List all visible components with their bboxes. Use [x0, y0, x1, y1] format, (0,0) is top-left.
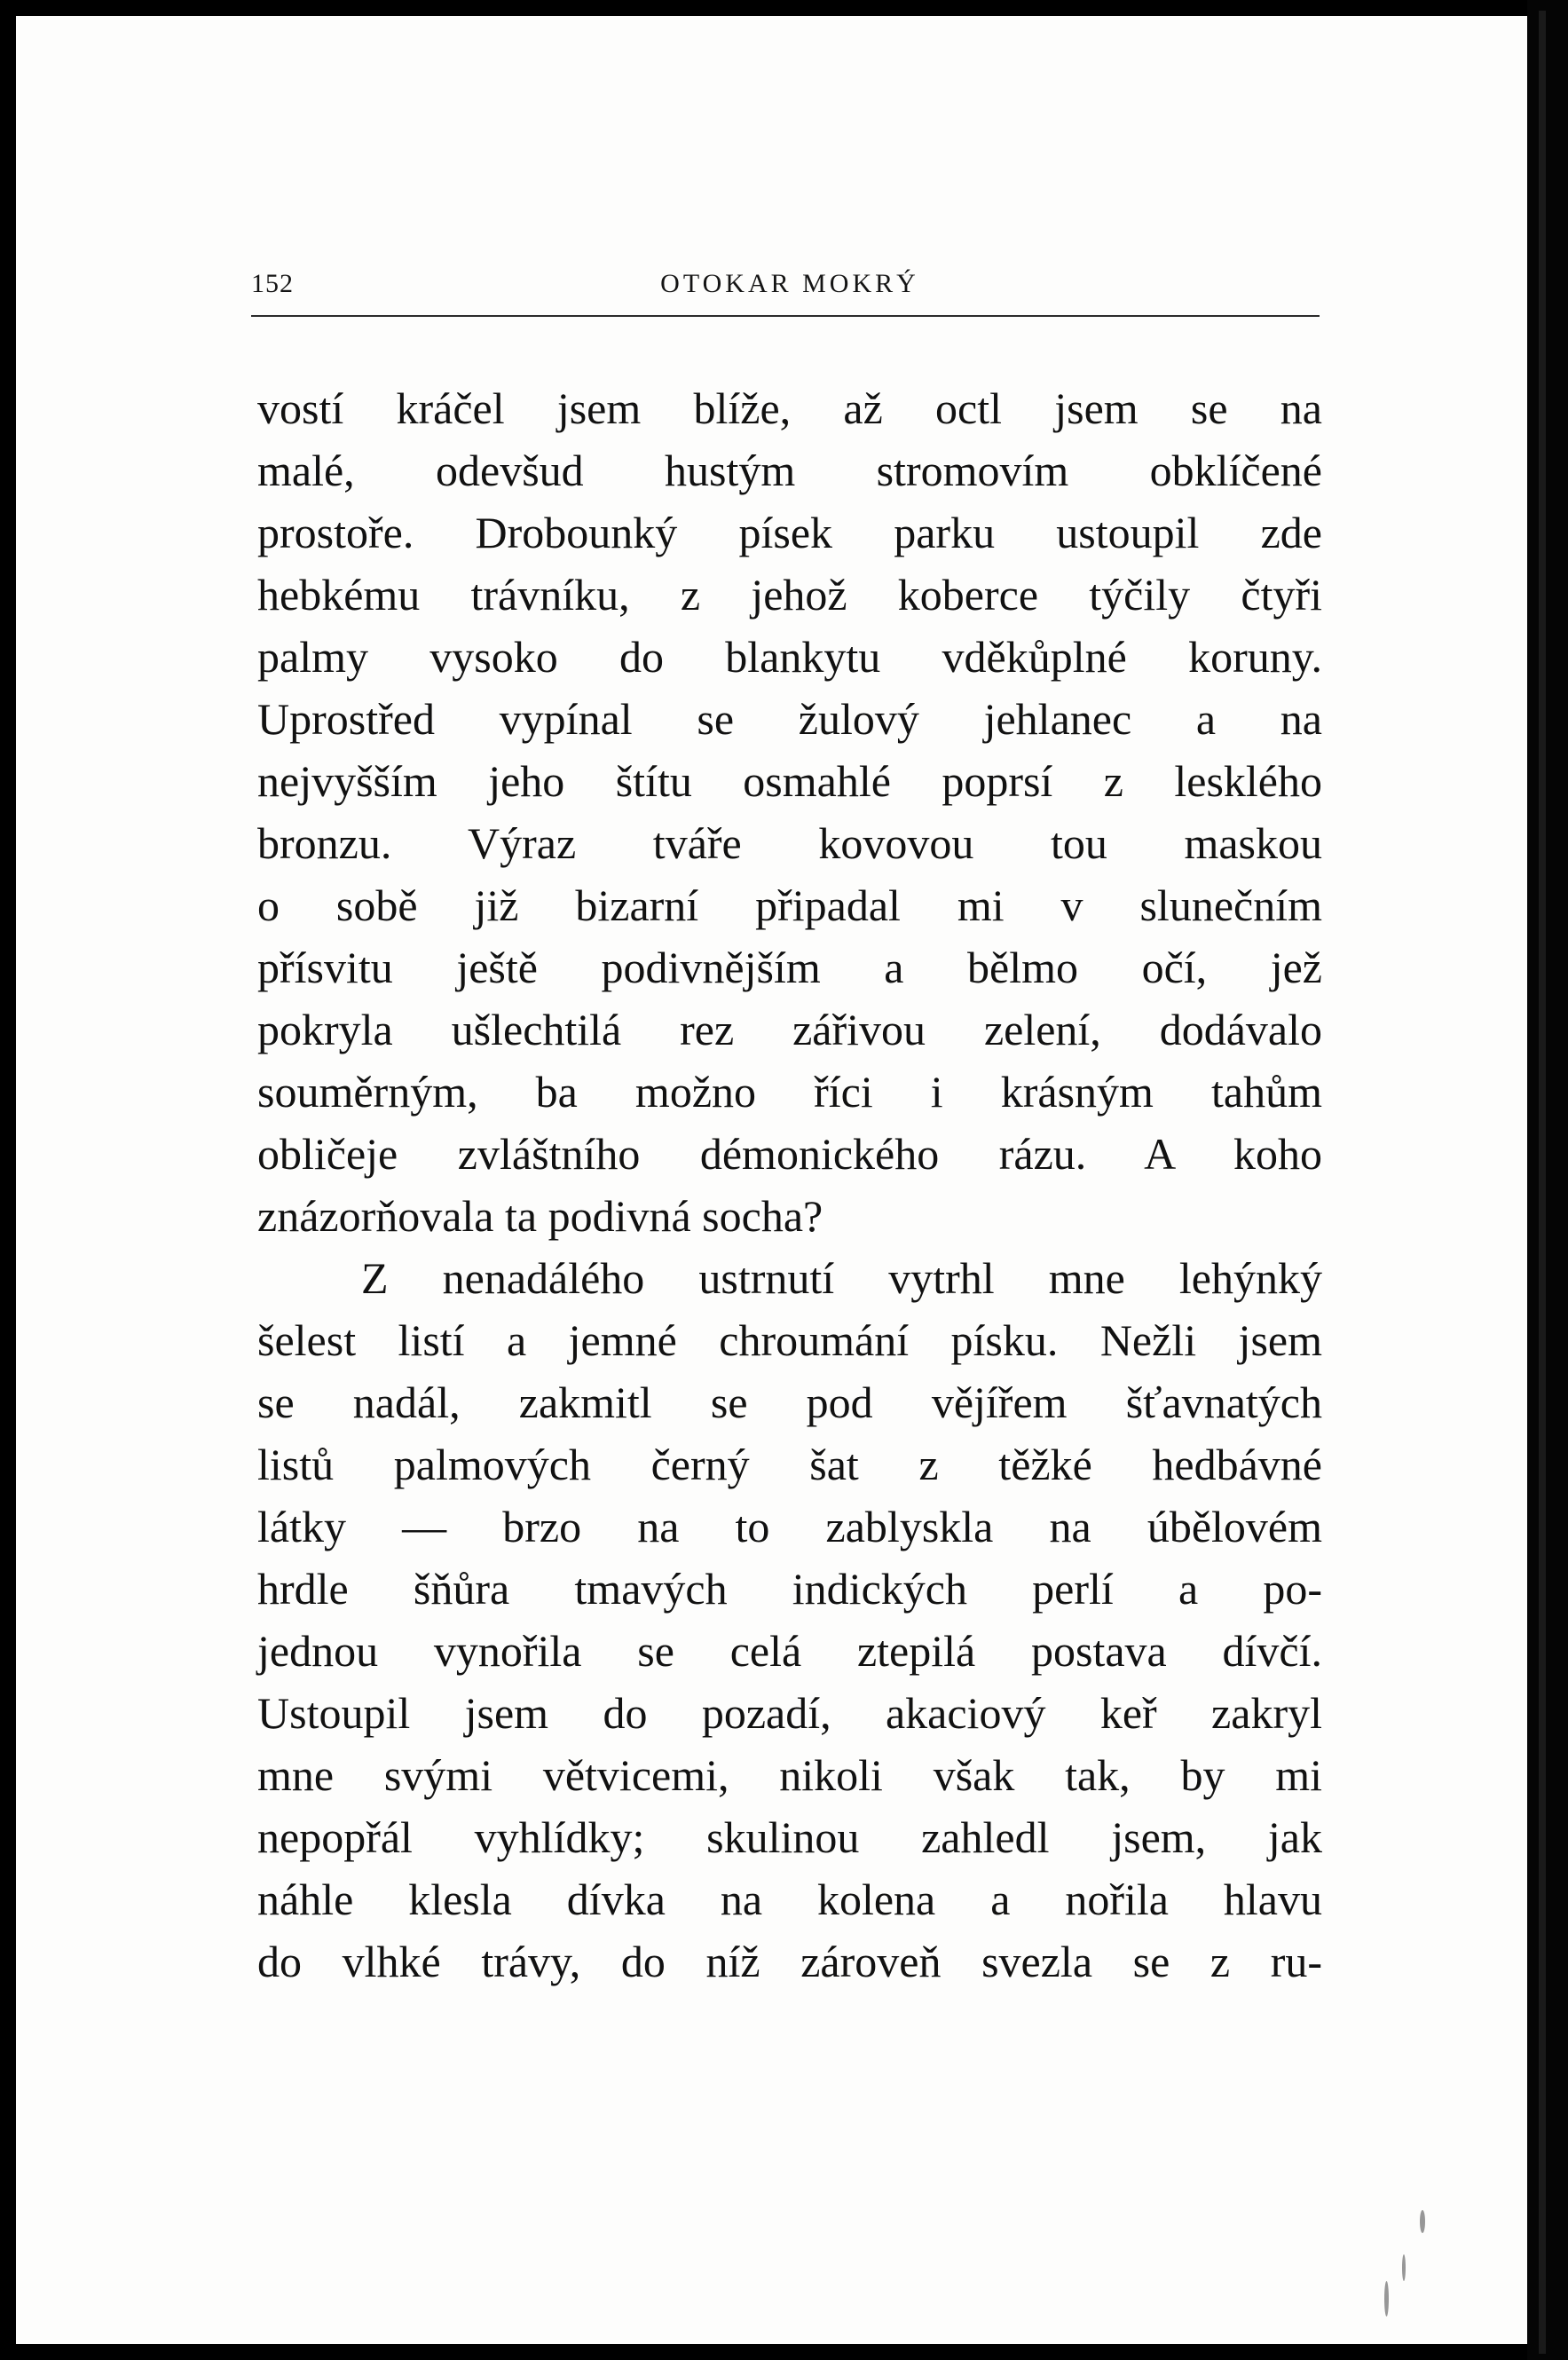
text-line: znázorňovala ta podivná socha?	[257, 1191, 823, 1241]
text-line: prostoře. Drobounký písek parku ustoupil zde	[257, 508, 1322, 557]
body-text	[257, 377, 1322, 1993]
text-line: bronzu. Výraz tváře kovovou tou maskou	[257, 818, 1322, 868]
scan-speck	[1402, 2254, 1406, 2281]
text-line: Z nenadálého ustrnutí vytrhl mne lehýnký	[361, 1253, 1322, 1303]
text-line: se nadál, zakmitl se pod vějířem šťavnatých	[257, 1377, 1322, 1427]
text-line: Uprostřed vypínal se žulový jehlanec a na	[257, 694, 1322, 744]
scan-border-edge	[1539, 11, 1546, 2354]
text-line: jednou vynořila se celá ztepilá postava dívčí.	[257, 1626, 1322, 1676]
text-line: listů palmových černý šat z těžké hedbávné	[257, 1440, 1322, 1489]
text-line: hebkému trávníku, z jehož koberce týčily čtyři	[257, 570, 1322, 620]
text-line: malé, odevšud hustým stromovím obklíčené	[257, 446, 1322, 495]
running-title: OTOKAR MOKRÝ	[660, 269, 919, 298]
scan-border	[1527, 0, 1568, 2360]
text-line: látky — brzo na to zablyskla na úbělovém	[257, 1502, 1322, 1551]
text-line: hrdle šňůra tmavých indických perlí a po-	[257, 1564, 1322, 1614]
text-line: vostí kráčel jsem blíže, až octl jsem se na	[257, 383, 1322, 433]
text-line: nejvyšším jeho štítu osmahlé poprsí z lesklého	[257, 756, 1322, 806]
text-line: o sobě již bizarní připadal mi v slunečním	[257, 880, 1322, 930]
text-line: pokryla ušlechtilá rez zářivou zelení, dodávalo	[257, 1005, 1322, 1054]
text-line: přísvitu ještě podivnějším a bělmo očí, jež	[257, 943, 1322, 992]
text-line: souměrným, ba možno říci i krásným tahům	[257, 1067, 1322, 1117]
page-number: 152	[251, 269, 294, 298]
text-line: Ustoupil jsem do pozadí, akaciový keř zakryl	[257, 1688, 1322, 1738]
text-line: šelest listí a jemné chroumání písku. Nežli jsem	[257, 1315, 1322, 1365]
text-line: mne svými větvicemi, nikoli však tak, by mi	[257, 1750, 1322, 1800]
scan-speck	[1420, 2210, 1425, 2233]
scan-speck	[1384, 2281, 1389, 2317]
text-line: do vlhké trávy, do níž zároveň svezla se z ru-	[257, 1937, 1322, 1986]
text-line: obličeje zvláštního démonického rázu. A koho	[257, 1129, 1322, 1179]
text-line: náhle klesla dívka na kolena a nořila hlavu	[257, 1875, 1322, 1924]
text-line: nepopřál vyhlídky; skulinou zahledl jsem, jak	[257, 1812, 1322, 1862]
text-line: palmy vysoko do blankytu vděkůplné koruny.	[257, 632, 1322, 682]
page-header	[251, 264, 1320, 304]
header-rule	[251, 315, 1320, 317]
